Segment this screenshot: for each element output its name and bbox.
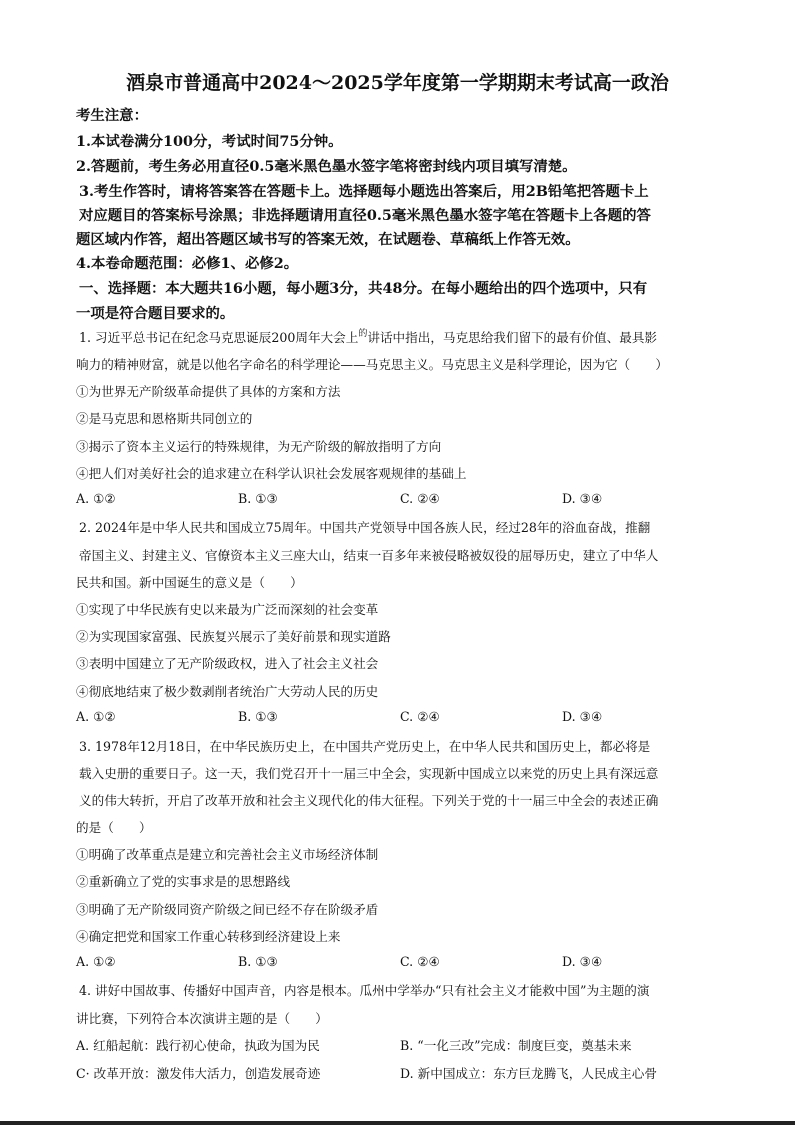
notice-item-3: 3.考生作答时，请将答案答在答题卡上。选择题每小题选出答案后，用2B铅笔把答题卡上 [79, 183, 649, 200]
q1-option-a[interactable]: A. ①② [76, 491, 116, 506]
q1-item-3: ③揭示了资本主义运行的特殊规律，为无产阶级的解放指明了方向 [76, 439, 442, 454]
notice-item-4: 4.本卷命题范围：必修1、必修2。 [76, 255, 299, 272]
q3-stem-line-2: 载入史册的重要日子。这一天，我们党召开十一届三中全会，实现新中国成立以来党的历史上具有深远意 [79, 766, 659, 781]
q3-option-d[interactable]: D. ③④ [562, 954, 603, 969]
q2-option-b[interactable]: B. ①③ [238, 709, 278, 724]
q2-option-c[interactable]: C. ②④ [400, 709, 440, 724]
q4-option-c[interactable]: C· 改革开放：激发伟大活力，创造发展奇迹 [76, 1066, 321, 1081]
q3-stem-line-1: 3. 1978年12月18日，在中华民族历史上，在中国共产党历史上，在中华人民共和国历史上，都必将是 [79, 739, 651, 754]
q2-item-3: ③表明中国建立了无产阶级政权，进入了社会主义社会 [76, 656, 379, 671]
q1-stem-line-2: 响力的精神财富，就是以他名字命名的科学理论——马克思主义。马克思主义是科学理论，因为它（ ） [76, 357, 668, 372]
q1-option-b[interactable]: B. ①③ [238, 491, 278, 506]
q1-item-2: ②是马克思和恩格斯共同创立的 [76, 411, 253, 426]
page-bottom-border [0, 1121, 795, 1125]
q2-option-d[interactable]: D. ③④ [562, 709, 603, 724]
q3-stem-line-3: 义的伟大转折，开启了改革开放和社会主义现代化的伟大征程。下列关于党的十一届三中全会的表述正确 [79, 793, 659, 808]
notice-item-3-cont-2: 题区域内作答，超出答题区域书写的答案无效，在试题卷、草稿纸上作答无效。 [76, 231, 580, 248]
q1-option-d[interactable]: D. ③④ [562, 491, 603, 506]
q3-option-b[interactable]: B. ①③ [238, 954, 278, 969]
q3-option-c[interactable]: C. ②④ [400, 954, 440, 969]
notice-heading: 考生注意： [76, 107, 148, 124]
notice-item-1: 1.本试卷满分100分，考试时间75分钟。 [76, 133, 343, 150]
q2-stem-line-2: 帝国主义、封建主义、官僚资本主义三座大山，结束一百多年来被侵略被奴役的屈辱历史，建立了中华人 [79, 548, 659, 563]
q4-option-a[interactable]: A. 红船起航：践行初心使命，执政为国为民 [76, 1038, 320, 1053]
section-heading-line-2: 一项是符合题目要求的。 [76, 305, 235, 322]
q4-stem-line-1: 4. 讲好中国故事、传播好中国声音，内容是根本。瓜州中学举办“只有社会主义才能救中国”为主题的演 [79, 983, 650, 998]
q2-stem-line-1: 2. 2024年是中华人民共和国成立75周年。中国共产党领导中国各族人民，经过28年的浴血奋战，推翻 [79, 520, 651, 535]
section-heading-line-1: 一、选择题：本大题共16小题，每小题3分，共48分。在每小题给出的四个选项中，只有 [79, 280, 648, 297]
q3-item-4: ④确定把党和国家工作重心转移到经济建设上来 [76, 929, 341, 944]
notice-item-3-cont-1: 对应题目的答案标号涂黑；非选择题请用直径0.5毫米黑色墨水签字笔在答题卡上各题的答 [79, 207, 651, 224]
q4-option-b[interactable]: B. “一化三改”完成：制度巨变，奠基未来 [400, 1038, 632, 1053]
q3-item-2: ②重新确立了党的实事求是的思想路线 [76, 874, 291, 889]
q3-item-1: ①明确了改革重点是建立和完善社会主义市场经济体制 [76, 847, 379, 862]
q4-stem-line-2: 讲比赛，下列符合本次演讲主题的是（ ） [76, 1011, 328, 1026]
q2-item-1: ①实现了中华民族有史以来最为广泛而深刻的社会变革 [76, 602, 379, 617]
q3-stem-line-4: 的是（ ） [76, 820, 152, 835]
q3-item-3: ③明确了无产阶级同资产阶级之间已经不存在阶级矛盾 [76, 902, 379, 917]
q1-stem-line-1 [79, 327, 657, 346]
notice-item-2: 2.答题前，考生务必用直径0.5毫米黑色墨水签字笔将密封线内项目填写清楚。 [76, 158, 577, 175]
q2-item-2: ②为实现国家富强、民族复兴展示了美好前景和现实道路 [76, 629, 391, 644]
q3-option-a[interactable]: A. ①② [76, 954, 116, 969]
q1-stem-sup: 的 [358, 329, 368, 339]
q1-option-c[interactable]: C. ②④ [400, 491, 440, 506]
q2-option-a[interactable]: A. ①② [76, 709, 116, 724]
q1-item-4: ④把人们对美好社会的追求建立在科学认识社会发展客观规律的基础上 [76, 466, 467, 481]
q2-stem-line-3: 民共和国。新中国诞生的意义是（ ） [76, 575, 303, 590]
q1-item-1: ①为世界无产阶级革命提供了具体的方案和方法 [76, 384, 341, 399]
q1-stem-pre: 1. 习近平总书记在纪念马克思诞辰200周年大会上 [79, 330, 359, 345]
q4-option-d[interactable]: D. 新中国成立：东方巨龙腾飞，人民成主心骨 [400, 1066, 657, 1081]
q1-stem-post: 讲话中指出，马克思给我们留下的最有价值、最具影 [367, 330, 658, 345]
exam-title: 酒泉市普通高中2024～2025学年度第一学期期末考试高一政治 [126, 72, 669, 94]
q2-item-4: ④彻底地结束了极少数剥削者统治广大劳动人民的历史 [76, 684, 379, 699]
